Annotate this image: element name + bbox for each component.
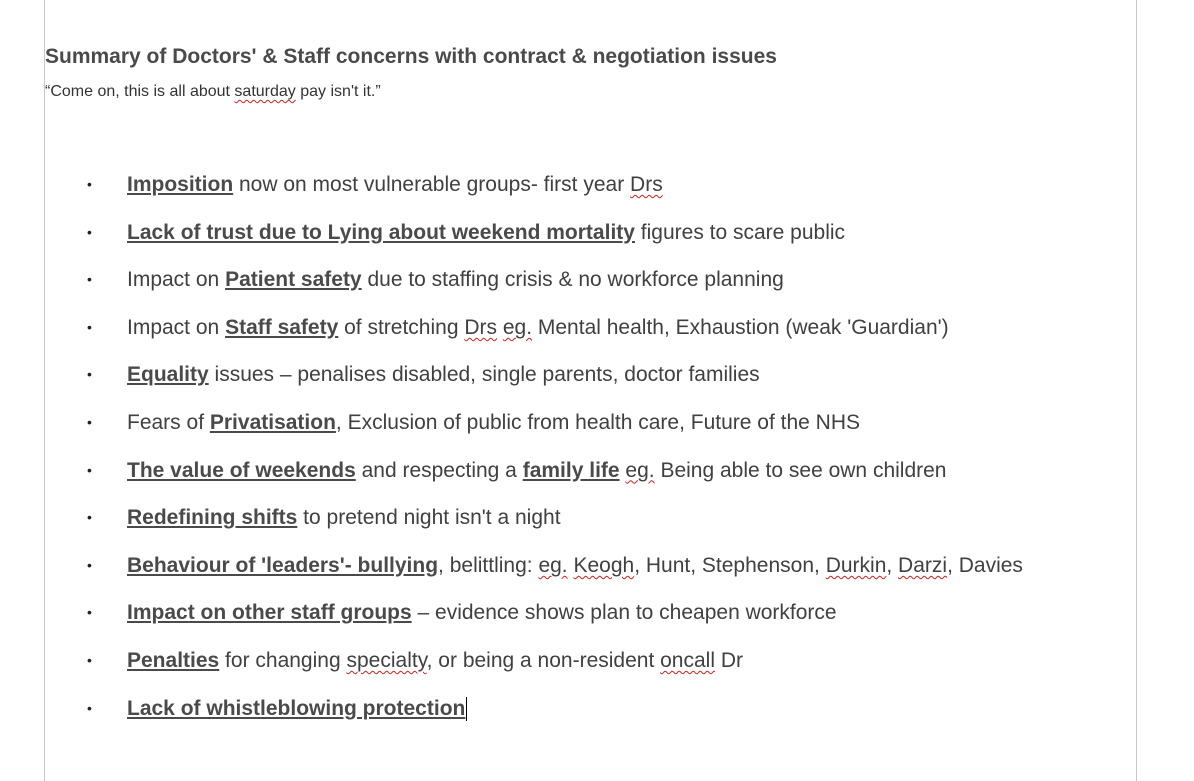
concerns-list — [45, 161, 1130, 732]
list-item[interactable] — [45, 637, 1130, 685]
item-text: , belittling: — [438, 553, 539, 577]
document-page[interactable] — [45, 0, 1136, 781]
list-item[interactable] — [45, 589, 1130, 637]
bullet-icon: • — [87, 223, 92, 240]
item-text: , Hunt, Stephenson, — [634, 553, 826, 577]
bold-underlined-text: family life — [522, 458, 620, 482]
spelling-error[interactable]: specialty — [346, 648, 427, 672]
bold-underlined-text: Imposition — [127, 173, 234, 196]
quote-text-start: “Come on, this is all about — [45, 83, 235, 100]
list-item[interactable] — [45, 161, 1130, 209]
item-text: figures to scare public — [634, 220, 846, 244]
item-text: issues – penalises disabled, single parents, doctor families — [208, 363, 760, 387]
item-text: and respecting a — [355, 458, 523, 482]
list-item[interactable] — [45, 542, 1130, 590]
spelling-error[interactable]: eg. — [538, 553, 568, 577]
item-text: Impact on — [127, 315, 226, 339]
bold-underlined-text: Penalties — [127, 648, 220, 672]
list-item[interactable] — [45, 256, 1130, 304]
bullet-icon: • — [87, 604, 92, 621]
quote-text-end: pay isn't it.” — [295, 83, 381, 100]
list-item[interactable] — [45, 304, 1130, 352]
item-text: , or being a non-resident — [426, 648, 661, 672]
right-page-margin — [1136, 0, 1137, 781]
bullet-icon: • — [87, 699, 92, 716]
bold-underlined-text: The value of weekends — [127, 458, 356, 482]
spelling-error[interactable]: Keogh — [573, 553, 635, 577]
item-text: due to staffing crisis & no workforce planning — [361, 268, 784, 292]
spelling-error[interactable]: eg. — [502, 315, 533, 339]
text-cursor — [466, 697, 467, 721]
item-text: – evidence shows plan to cheapen workforce — [411, 601, 837, 625]
spelling-error[interactable]: eg. — [625, 458, 655, 482]
spelling-error[interactable]: Drs — [464, 315, 497, 339]
list-item[interactable] — [45, 399, 1130, 447]
list-item[interactable] — [45, 351, 1130, 399]
bullet-icon: • — [87, 318, 92, 335]
bold-underlined-text: Impact on other staff groups — [127, 601, 412, 625]
item-text: Fears of — [127, 410, 210, 434]
document-title[interactable]: Summary of Doctors' & Staff concerns with contract & negotiation issues — [45, 45, 777, 68]
list-item[interactable] — [45, 447, 1130, 495]
bullet-icon: • — [87, 556, 92, 573]
quote-line[interactable] — [45, 83, 381, 101]
item-text: , Davies — [947, 553, 1023, 577]
bold-underlined-text: Patient safety — [225, 268, 362, 292]
bold-underlined-text: Lack of trust due to Lying about weekend mortality — [127, 220, 635, 244]
item-text: Dr — [715, 648, 743, 672]
item-text: of stretching — [338, 315, 465, 339]
bold-underlined-text: Behaviour of 'leaders'- bullying — [127, 553, 439, 577]
spelling-error[interactable]: Darzi — [898, 553, 948, 577]
bold-underlined-text: Lack of whistleblowing protection — [127, 696, 466, 720]
bullet-icon: • — [87, 413, 92, 430]
bold-underlined-text: Staff safety — [225, 315, 339, 339]
item-text: Mental health, Exhaustion (weak 'Guardian') — [532, 315, 949, 339]
spelling-error[interactable]: Durkin — [825, 553, 887, 577]
item-text: Impact on — [127, 268, 226, 292]
list-item[interactable] — [45, 209, 1130, 257]
bullet-icon: • — [87, 651, 92, 668]
spelling-error[interactable]: oncall — [660, 648, 715, 672]
bullet-icon: • — [87, 176, 92, 192]
list-item[interactable] — [45, 685, 1130, 733]
bullet-icon: • — [87, 509, 92, 526]
bold-underlined-text: Redefining shifts — [127, 506, 298, 530]
item-text: Being able to see own children — [654, 458, 947, 482]
spelling-error[interactable]: saturday — [234, 83, 296, 100]
bold-underlined-text: Privatisation — [209, 410, 336, 434]
bullet-icon: • — [87, 366, 92, 383]
bold-underlined-text: Equality — [127, 363, 209, 387]
item-text: to pretend night isn't a night — [297, 506, 561, 530]
item-text: , Exclusion of public from health care, Future of the NHS — [335, 410, 860, 434]
spelling-error[interactable]: Drs — [630, 173, 663, 196]
item-text: for changing — [219, 648, 347, 672]
bullet-icon: • — [87, 461, 92, 478]
list-item[interactable] — [45, 494, 1130, 542]
item-text: now on most vulnerable groups- first year — [233, 173, 631, 196]
bullet-icon: • — [87, 271, 92, 288]
item-text: , — [886, 553, 899, 577]
